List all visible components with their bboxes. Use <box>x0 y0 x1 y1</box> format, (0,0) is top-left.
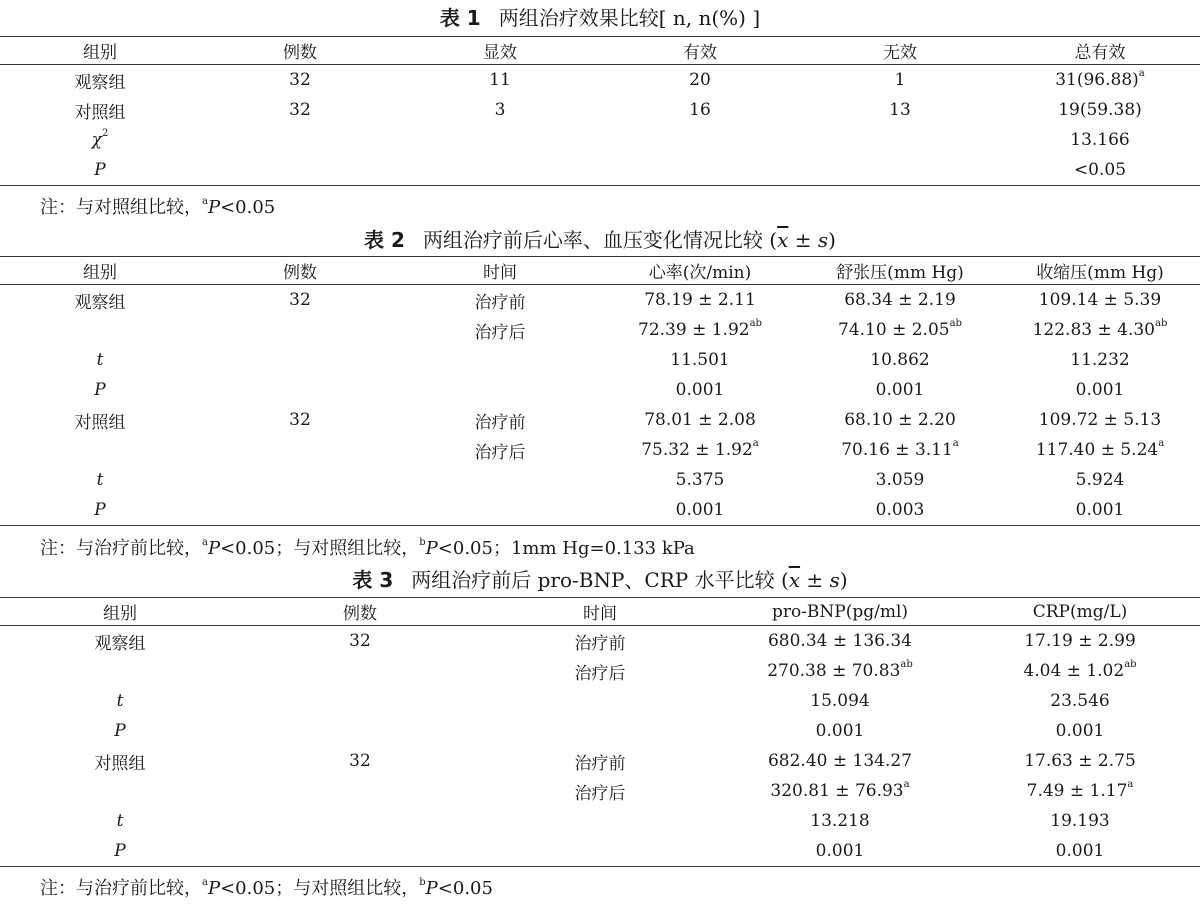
table-cell <box>1000 405 1200 435</box>
group-label: t <box>96 350 104 370</box>
table-cell <box>800 375 1000 405</box>
table2-header: 舒张压(mm Hg) <box>800 257 1000 285</box>
table-cell <box>1000 465 1200 495</box>
table-cell <box>600 155 800 186</box>
cell-value: 11.232 <box>1070 350 1130 370</box>
table-cell <box>1000 285 1200 316</box>
cell-value: 270.38 ± 70.83 <box>767 661 901 681</box>
table-cell <box>0 315 200 345</box>
table1-header: 有效 <box>600 37 800 65</box>
cell-value: 680.34 ± 136.34 <box>767 631 913 651</box>
cell-value: 19.193 <box>1050 811 1110 831</box>
table-cell: 13 <box>889 100 911 120</box>
cell-value: 0.001 <box>815 841 865 861</box>
table-cell <box>800 155 1000 186</box>
time-label: 治疗前 <box>474 292 526 313</box>
time-label: 治疗后 <box>574 783 626 804</box>
note-text: <0.05；与对照组比较， <box>220 538 420 559</box>
superscript: ab <box>1124 659 1137 671</box>
table-cell <box>960 686 1200 716</box>
table-cell <box>480 806 720 836</box>
note-text: 注：与对照组比较， <box>40 197 202 218</box>
table-cell <box>1000 435 1200 465</box>
table2-note <box>40 536 695 562</box>
superscript: a <box>1138 68 1145 80</box>
note-text: 注：与治疗前比较， <box>40 878 202 899</box>
cell-value: 0.001 <box>675 380 725 400</box>
table-cell <box>200 125 400 155</box>
table3-caption: 表 3 两组治疗前后 pro-BNP、CRP 水平比较 $(\overline{x} \pm s)$ <box>352 568 848 592</box>
table-row <box>0 405 1200 435</box>
table-cell <box>240 716 480 746</box>
table-cell <box>960 776 1200 806</box>
table-cell: 1 <box>894 70 906 90</box>
table-cell <box>600 405 800 435</box>
time-label: 治疗后 <box>574 663 626 684</box>
table1-header: 显效 <box>400 37 600 65</box>
sd-symbol: ± s <box>788 228 829 252</box>
table-cell <box>800 495 1000 526</box>
table-cell <box>200 345 400 375</box>
note-text: <0.05 <box>220 197 276 218</box>
time-label: 治疗后 <box>474 322 526 343</box>
cell-value: 13.218 <box>810 811 870 831</box>
p-symbol: P <box>425 538 438 559</box>
table-cell <box>720 656 960 686</box>
table2 <box>0 256 1200 526</box>
table3-label: 表 3 <box>352 568 394 592</box>
time-label: 治疗前 <box>574 633 626 654</box>
table-cell <box>480 686 720 716</box>
table2-header: 时间 <box>400 257 600 285</box>
count-value: 32 <box>289 410 311 430</box>
sd-symbol: ± s <box>800 568 840 592</box>
superscript: a <box>1158 438 1165 450</box>
table-cell <box>400 405 600 435</box>
table-row <box>0 656 1200 686</box>
table-cell <box>1000 315 1200 345</box>
table-cell <box>1000 65 1200 96</box>
table-cell <box>0 716 240 746</box>
table-cell <box>600 495 800 526</box>
table-cell <box>720 686 960 716</box>
p-symbol: P <box>207 538 221 559</box>
table-cell <box>600 315 800 345</box>
table-cell: 13.166 <box>1070 130 1130 150</box>
table-cell <box>0 626 240 657</box>
table-cell <box>240 626 480 657</box>
table-cell <box>800 285 1000 316</box>
cell-value: 0.001 <box>1055 721 1105 741</box>
cell-value: 0.001 <box>675 500 725 520</box>
table-cell: 观察组 <box>74 72 126 93</box>
table-row <box>0 315 1200 345</box>
table-cell: 19(59.38) <box>1058 100 1142 120</box>
table-cell <box>0 405 200 435</box>
superscript: b <box>419 537 426 548</box>
table-cell <box>200 155 400 186</box>
table-cell <box>720 716 960 746</box>
table-cell <box>240 776 480 806</box>
table-cell <box>200 405 400 435</box>
table-cell <box>800 125 1000 155</box>
table-cell <box>800 315 1000 345</box>
group-label: 对照组 <box>94 753 146 774</box>
table-row <box>0 626 1200 657</box>
cell-value: 0.001 <box>1075 500 1125 520</box>
table-cell <box>600 345 800 375</box>
table-cell <box>400 435 600 465</box>
table-cell <box>0 345 200 375</box>
cell-value: 68.34 ± 2.19 <box>844 290 956 310</box>
count-value: 32 <box>289 290 311 310</box>
table-cell <box>800 465 1000 495</box>
table2-header: 组别 <box>0 257 200 285</box>
table-cell <box>400 495 600 526</box>
superscript: ab <box>900 659 913 671</box>
superscript: ab <box>749 318 762 330</box>
table-cell <box>480 656 720 686</box>
time-label: 治疗前 <box>574 753 626 774</box>
table-cell <box>800 405 1000 435</box>
note-text: <0.05 <box>437 878 493 899</box>
table-cell <box>960 626 1200 657</box>
table-cell: <0.05 <box>1073 160 1127 180</box>
table-cell <box>720 776 960 806</box>
table-cell <box>400 345 600 375</box>
table-row <box>0 806 1200 836</box>
table-cell <box>200 375 400 405</box>
cell-value: 109.14 ± 5.39 <box>1038 290 1162 310</box>
table-cell <box>600 435 800 465</box>
superscript: a <box>752 438 759 450</box>
p-symbol: P <box>94 160 106 180</box>
superscript: ab <box>1155 318 1168 330</box>
table-cell <box>0 686 240 716</box>
cell-value: 17.63 ± 2.75 <box>1024 751 1136 771</box>
table-cell <box>0 495 200 526</box>
table2-title: 两组治疗前后心率、血压变化情况比较 <box>422 228 763 252</box>
p-symbol: P <box>207 197 221 218</box>
table-row <box>0 836 1200 867</box>
table3-title: 两组治疗前后 pro-BNP、CRP 水平比较 <box>411 568 775 592</box>
time-label: 治疗前 <box>474 412 526 433</box>
cell-value: 10.862 <box>870 350 930 370</box>
table1-label: 表 1 <box>439 6 481 30</box>
cell-value: 75.32 ± 1.92 <box>641 440 753 460</box>
table2-label: 表 2 <box>364 228 405 252</box>
table-cell <box>720 806 960 836</box>
cell-value: 23.546 <box>1050 691 1110 711</box>
table-cell: 32 <box>289 100 311 120</box>
table-cell <box>600 125 800 155</box>
cell-value: 320.81 ± 76.93 <box>770 781 904 801</box>
table3-header: 例数 <box>240 598 480 626</box>
count-value: 32 <box>349 751 371 771</box>
superscript: ab <box>949 318 962 330</box>
count-value: 32 <box>349 631 371 651</box>
table-cell <box>960 746 1200 776</box>
table3-header: pro-BNP(pg/ml) <box>720 598 960 626</box>
table-cell <box>0 746 240 776</box>
superscript: a <box>1127 779 1134 791</box>
table-cell <box>1000 495 1200 526</box>
table1-note <box>40 195 275 221</box>
table-cell <box>0 656 240 686</box>
cell-value: 5.375 <box>675 470 725 490</box>
table1-header: 例数 <box>200 37 400 65</box>
table1-header: 组别 <box>0 37 200 65</box>
table3-note <box>40 876 493 902</box>
table-row <box>0 345 1200 375</box>
table-cell <box>0 155 200 186</box>
p-symbol: P <box>207 878 221 899</box>
group-label: P <box>114 841 126 861</box>
table-cell <box>480 716 720 746</box>
table-cell <box>800 435 1000 465</box>
table-cell <box>240 836 480 867</box>
p-symbol: P <box>425 878 438 899</box>
table-row <box>0 716 1200 746</box>
table-cell: 11 <box>489 70 511 90</box>
cell-value: 122.83 ± 4.30 <box>1032 320 1155 340</box>
table-row <box>0 746 1200 776</box>
table-cell: 32 <box>289 70 311 90</box>
table-cell <box>720 746 960 776</box>
table-row <box>0 375 1200 405</box>
group-label: 对照组 <box>74 412 126 433</box>
cell-value: 17.19 ± 2.99 <box>1024 631 1136 651</box>
table-cell <box>480 626 720 657</box>
table1-header-row <box>0 37 1200 65</box>
cell-value: 0.001 <box>1055 841 1105 861</box>
cell-value: 70.16 ± 3.11 <box>841 440 953 460</box>
table2-header: 心率(次/min) <box>600 257 800 285</box>
table-cell: 对照组 <box>74 102 126 123</box>
table-cell <box>1000 375 1200 405</box>
table-cell <box>0 375 200 405</box>
table2-header-row <box>0 257 1200 285</box>
table3 <box>0 597 1200 867</box>
group-label: t <box>96 470 104 490</box>
table3-header-row <box>0 598 1200 626</box>
table-cell <box>960 836 1200 867</box>
cell-value: 72.39 ± 1.92 <box>638 320 750 340</box>
superscript: a <box>202 196 208 207</box>
cell-value: 74.10 ± 2.05 <box>838 320 950 340</box>
group-label: P <box>94 380 106 400</box>
group-label: P <box>94 500 106 520</box>
table-cell <box>240 656 480 686</box>
table-row <box>0 125 1200 155</box>
table-cell <box>200 285 400 316</box>
table-cell <box>400 155 600 186</box>
table2-caption: 表 2 两组治疗前后心率、血压变化情况比较 $(\overline{x} \pm s)$ <box>364 228 836 252</box>
table-row <box>0 65 1200 96</box>
superscript: a <box>202 537 208 548</box>
superscript: a <box>952 438 959 450</box>
table-cell <box>200 315 400 345</box>
table-cell <box>600 375 800 405</box>
cell-value: 5.924 <box>1075 470 1125 490</box>
note-text: <0.05；与对照组比较， <box>220 878 420 899</box>
note-text: <0.05；1mm Hg=0.133 kPa <box>437 538 695 559</box>
table-cell <box>600 285 800 316</box>
cell-value: 11.501 <box>670 350 730 370</box>
table-row <box>0 686 1200 716</box>
table-cell <box>0 806 240 836</box>
table-cell <box>400 315 600 345</box>
table-cell <box>480 836 720 867</box>
table-cell <box>0 836 240 867</box>
mean-symbol: $\overline{x}$ <box>788 568 801 592</box>
table-cell: 16 <box>689 100 711 120</box>
superscript: a <box>903 779 910 791</box>
table3-header: 组别 <box>0 598 240 626</box>
table-cell <box>960 656 1200 686</box>
table-cell <box>400 465 600 495</box>
cell-value: 7.49 ± 1.17 <box>1026 781 1128 801</box>
cell-value: 109.72 ± 5.13 <box>1038 410 1162 430</box>
cell-value: 0.003 <box>875 500 925 520</box>
cell-value: 0.001 <box>1075 380 1125 400</box>
table-cell <box>240 686 480 716</box>
table-cell: 20 <box>689 70 711 90</box>
group-label: 观察组 <box>74 292 126 313</box>
table1 <box>0 36 1200 186</box>
table-row <box>0 95 1200 125</box>
table-cell <box>800 345 1000 375</box>
table2-header: 收缩压(mm Hg) <box>1000 257 1200 285</box>
table-cell <box>960 806 1200 836</box>
table-row <box>0 465 1200 495</box>
table-cell <box>200 435 400 465</box>
table-cell <box>0 776 240 806</box>
table1-title: 两组治疗效果比较[ n, n(%) ] <box>498 6 761 30</box>
table-cell <box>480 746 720 776</box>
cell-value: 78.19 ± 2.11 <box>644 290 756 310</box>
cell-value: 682.40 ± 134.27 <box>767 751 913 771</box>
table-cell <box>720 836 960 867</box>
table-cell <box>400 125 600 155</box>
table-cell <box>600 465 800 495</box>
cell-value: 78.01 ± 2.08 <box>644 410 756 430</box>
cell-value: 0.001 <box>875 380 925 400</box>
table-cell <box>480 776 720 806</box>
group-label: t <box>116 691 124 711</box>
cell-value: 3.059 <box>875 470 925 490</box>
table3-header: 时间 <box>480 598 720 626</box>
table1-caption <box>0 4 1200 32</box>
table-row <box>0 285 1200 316</box>
table-row <box>0 776 1200 806</box>
table3-header: CRP(mg/L) <box>960 598 1200 626</box>
table-cell <box>0 125 200 155</box>
group-label: P <box>114 721 126 741</box>
table-cell <box>240 746 480 776</box>
table-cell <box>400 285 600 316</box>
table-row <box>0 495 1200 526</box>
group-label: 观察组 <box>94 633 146 654</box>
superscript: b <box>419 877 426 888</box>
table-cell <box>0 285 200 316</box>
cell-value: 31(96.88) <box>1055 70 1139 90</box>
chi-symbol: χ <box>91 130 102 150</box>
superscript: a <box>202 877 208 888</box>
cell-value: 117.40 ± 5.24 <box>1035 440 1159 460</box>
time-label: 治疗后 <box>474 442 526 463</box>
cell-value: 15.094 <box>810 691 870 711</box>
table-row <box>0 155 1200 186</box>
table1-header: 无效 <box>800 37 1000 65</box>
table-cell <box>1000 345 1200 375</box>
superscript: 2 <box>101 128 109 140</box>
table-cell <box>400 375 600 405</box>
table-cell <box>200 495 400 526</box>
table2-header: 例数 <box>200 257 400 285</box>
table-row <box>0 435 1200 465</box>
cell-value: 4.04 ± 1.02 <box>1023 661 1125 681</box>
mean-symbol: $\overline{x}$ <box>777 228 789 252</box>
cell-value: 0.001 <box>815 721 865 741</box>
note-text: 注：与治疗前比较， <box>40 538 202 559</box>
table-cell <box>960 716 1200 746</box>
table1-header: 总有效 <box>1000 37 1200 65</box>
table-cell <box>0 465 200 495</box>
table-cell: 3 <box>494 100 506 120</box>
table-cell <box>240 806 480 836</box>
group-label: t <box>116 811 124 831</box>
table-cell <box>200 465 400 495</box>
cell-value: 68.10 ± 2.20 <box>844 410 956 430</box>
table-cell <box>0 435 200 465</box>
table-cell <box>720 626 960 657</box>
